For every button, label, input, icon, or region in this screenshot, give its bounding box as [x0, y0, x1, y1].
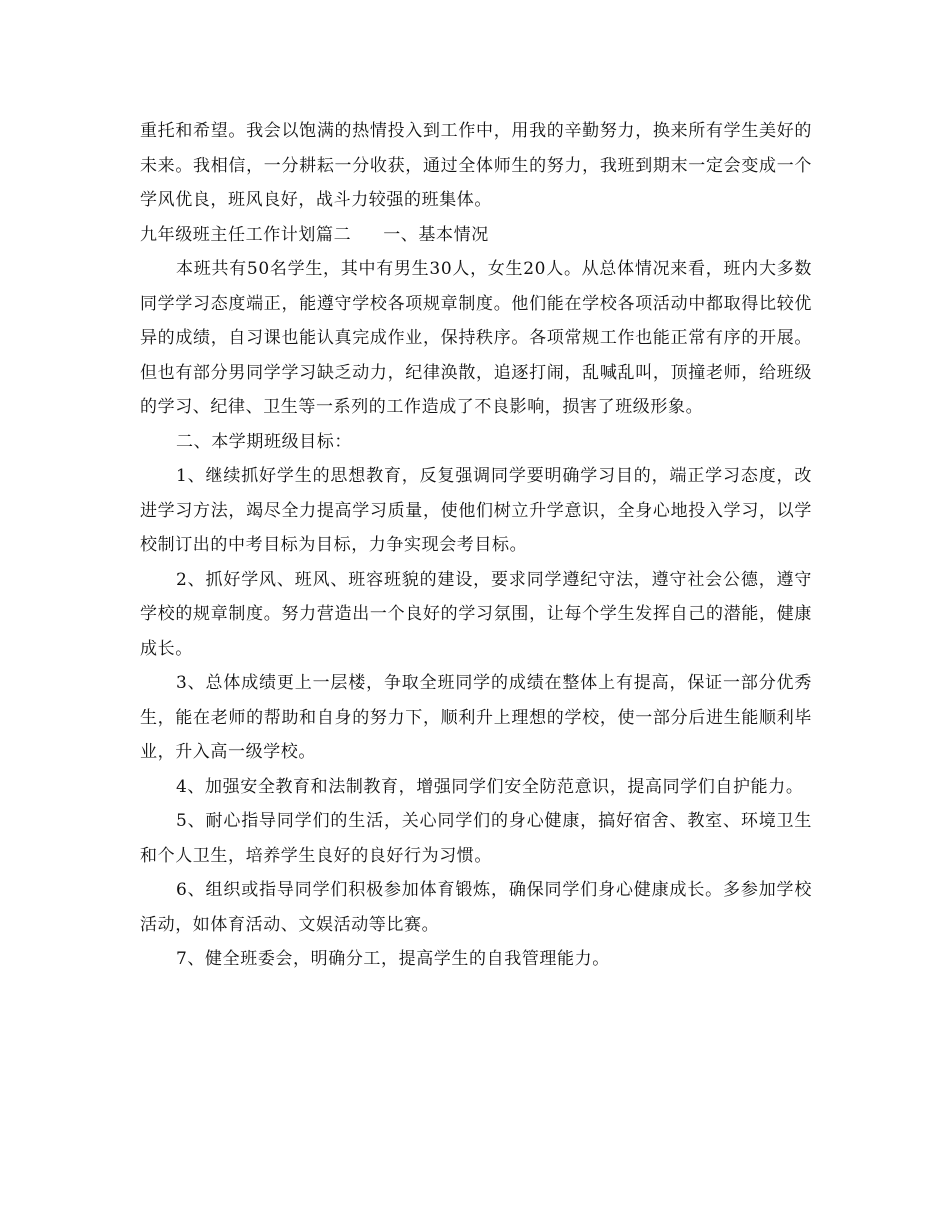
- goal-item-2: 2、抓好学风、班风、班容班貌的建设，要求同学遵纪守法，遵守社会公德，遵守学校的规章制度。努力营造出一个良好的学习氛围，让每个学生发挥自己的潜能，健康成长。: [140, 569, 812, 659]
- section-heading-line: [140, 218, 812, 253]
- goals-heading: 二、本学期班级目标：: [176, 431, 352, 452]
- goal-item-6: 6、组织或指导同学们积极参加体育锻炼，确保同学们身心健康成长。多参加学校活动，如体育活动、文娱活动等比赛。: [140, 880, 812, 935]
- goal-item-7: 7、健全班委会，明确分工，提高学生的自我管理能力。: [176, 949, 610, 969]
- goal-item-5: 5、耐心指导同学们的生活，关心同学们的身心健康，搞好宿舍、教室、环境卫生和个人卫生，培养学生良好的良好行为习惯。: [140, 811, 812, 866]
- goal-item-4: 4、加强安全教育和法制教育，增强同学们安全防范意识，提高同学们自护能力。: [176, 776, 804, 797]
- document-body: [140, 114, 812, 977]
- goal-item-1: 1、继续抓好学生的思想教育，反复强调同学要明确学习目的，端正学习态度，改进学习方法，竭尽全力提高学习质量，使他们树立升学意识，全身心地投入学习，以学校制订出的中考目标为目标，力争实现会考目标。: [140, 466, 812, 555]
- section-subtitle: 一、基本情况: [383, 224, 489, 245]
- opening-paragraph: 重托和希望。我会以饱满的热情投入到工作中，用我的辛勤努力，换来所有学生美好的未来。我相信，一分耕耘一分收获，通过全体师生的努力，我班到期末一定会变成一个学风优良，班风良好，战斗力较强的班集体。: [140, 121, 812, 210]
- section-title: 九年级班主任工作计划篇二: [140, 224, 352, 245]
- basic-situation-paragraph: 本班共有50名学生，其中有男生30人，女生20人。从总体情况来看，班内大多数同学学习态度端正，能遵守学校各项规章制度。他们能在学校各项活动中都取得比较优异的成绩，自习课也能认真完成作业，保持秩序。各项常规工作也能正常有序的开展。但也有部分男同学学习缺乏动力，纪律涣散，追逐打闹，乱喊乱叫，顶撞老师，给班级的学习、纪律、卫生等一系列的工作造成了不良影响，损害了班级形象。: [140, 259, 812, 417]
- goal-item-3: 3、总体成绩更上一层楼，争取全班同学的成绩在整体上有提高，保证一部分优秀生，能在老师的帮助和自身的努力下，顺利升上理想的学校，使一部分后进生能顺利毕业，升入高一级学校。: [140, 673, 812, 762]
